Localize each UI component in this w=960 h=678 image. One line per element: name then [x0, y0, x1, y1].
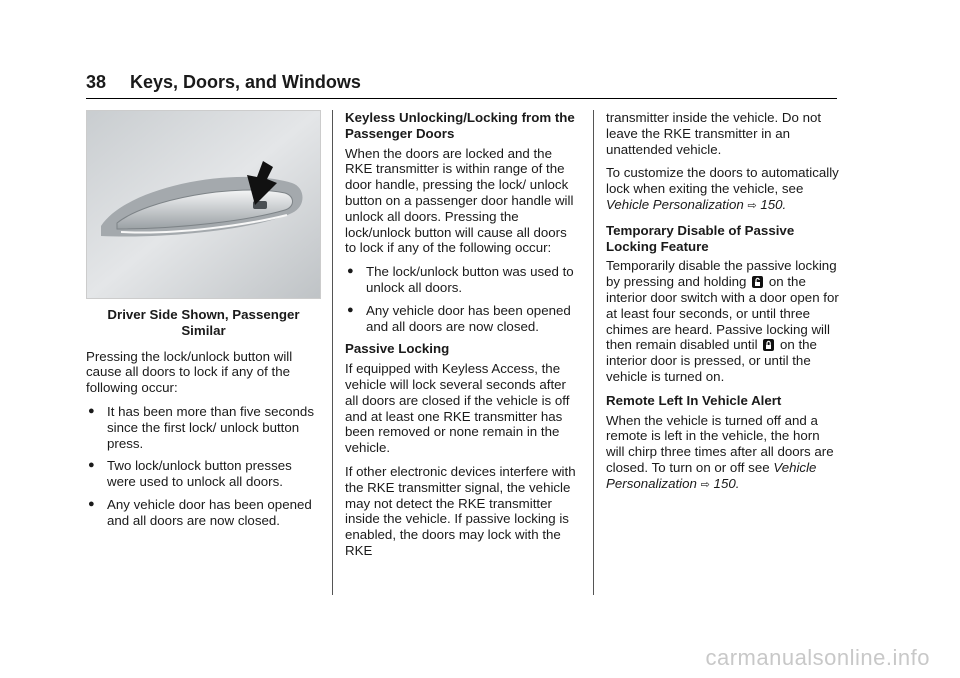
- paragraph: Temporarily disable the passive locking by pressing and holding on the interior door switch with a door open for at least four seconds, or until three chimes are heard. Passive locking will then remain disabled until on the interior door is pressed, or until the vehicle is turned on.: [606, 258, 839, 384]
- unlock-icon: [752, 276, 763, 288]
- page-reference[interactable]: 150: [713, 475, 736, 491]
- paragraph: Pressing the lock/unlock button will cause all doors to lock if any of the following occur:: [86, 348, 293, 396]
- list-item: ● The lock/unlock button was used to unlock all doors.: [347, 264, 574, 295]
- page-number: 38: [86, 72, 107, 92]
- list-item: ● It has been more than five seconds since the first lock/ unlock button press.: [88, 403, 314, 451]
- cross-reference[interactable]: Vehicle Personalization: [606, 196, 744, 212]
- paragraph: When the vehicle is turned off and a remote is left in the vehicle, the horn will chirp three times after all doors are closed. To turn on or off see Vehicle Personalization ⇨ 150.: [606, 412, 834, 491]
- list-item: ● Any vehicle door has been opened and all doors are now closed.: [347, 302, 571, 334]
- paragraph: If equipped with Keyless Access, the vehicle will lock several seconds after all doors are closed if the vehicle is off and at least one RKE transmitter has been removed or none remain in the vehicle.: [345, 361, 570, 456]
- list-item: ● Two lock/unlock button presses were used to unlock all doors.: [88, 458, 292, 490]
- column-1: [86, 110, 321, 536]
- page-ref-arrow-icon: ⇨: [700, 478, 710, 491]
- list-item: ● Any vehicle door has been opened and all doors are now closed.: [88, 496, 312, 528]
- section-heading: Temporary Disable of Passive Locking Feature: [606, 222, 795, 254]
- column-3: [606, 110, 841, 502]
- bullet-icon: ●: [88, 404, 95, 417]
- section-heading: Keyless Unlocking/Locking from the Passenger Doors: [345, 110, 575, 141]
- section-title: Keys, Doors, and Windows: [130, 72, 361, 92]
- paragraph: To customize the doors to automatically lock when exiting the vehicle, see Vehicle Personalization ⇨ 150.: [606, 165, 839, 212]
- paragraph: When the doors are locked and the RKE transmitter is within range of the door handle, pressing the lock/ unlock button on a passenger door handle will unlock all doors. Pressing the lock/unlock button will cause all doors to lock if any of the following occur:: [345, 145, 574, 256]
- cross-reference[interactable]: Vehicle Personalization: [606, 459, 817, 491]
- paragraph: transmitter inside the vehicle. Do not leave the RKE transmitter in an unattended vehicle.: [606, 110, 822, 157]
- header-rule: [86, 98, 837, 99]
- bullet-icon: ●: [88, 459, 95, 472]
- page-ref-arrow-icon: ⇨: [747, 199, 757, 212]
- lock-icon: [763, 339, 774, 351]
- column-divider: [593, 110, 594, 595]
- bullet-icon: ●: [88, 497, 95, 510]
- watermark: carmanualsonline.info: [705, 645, 930, 670]
- section-heading: Remote Left In Vehicle Alert: [606, 392, 782, 408]
- column-2: [345, 110, 580, 567]
- paragraph: If other electronic devices interfere with the RKE transmitter signal, the vehicle may not detect the RKE transmitter inside the vehicle. If passive locking is enabled, the doors may lock with the RKE: [345, 463, 576, 558]
- bullet-icon: ●: [347, 303, 354, 316]
- door-handle-figure: [86, 110, 321, 299]
- figure-caption: Driver Side Shown, Passenger Similar: [107, 307, 300, 338]
- column-divider: [332, 110, 333, 595]
- page-header: [86, 72, 361, 93]
- bullet-icon: ●: [347, 265, 354, 278]
- page-reference[interactable]: 150: [760, 196, 783, 212]
- door-handle-illustration: [87, 111, 320, 298]
- section-heading: Passive Locking: [345, 341, 450, 357]
